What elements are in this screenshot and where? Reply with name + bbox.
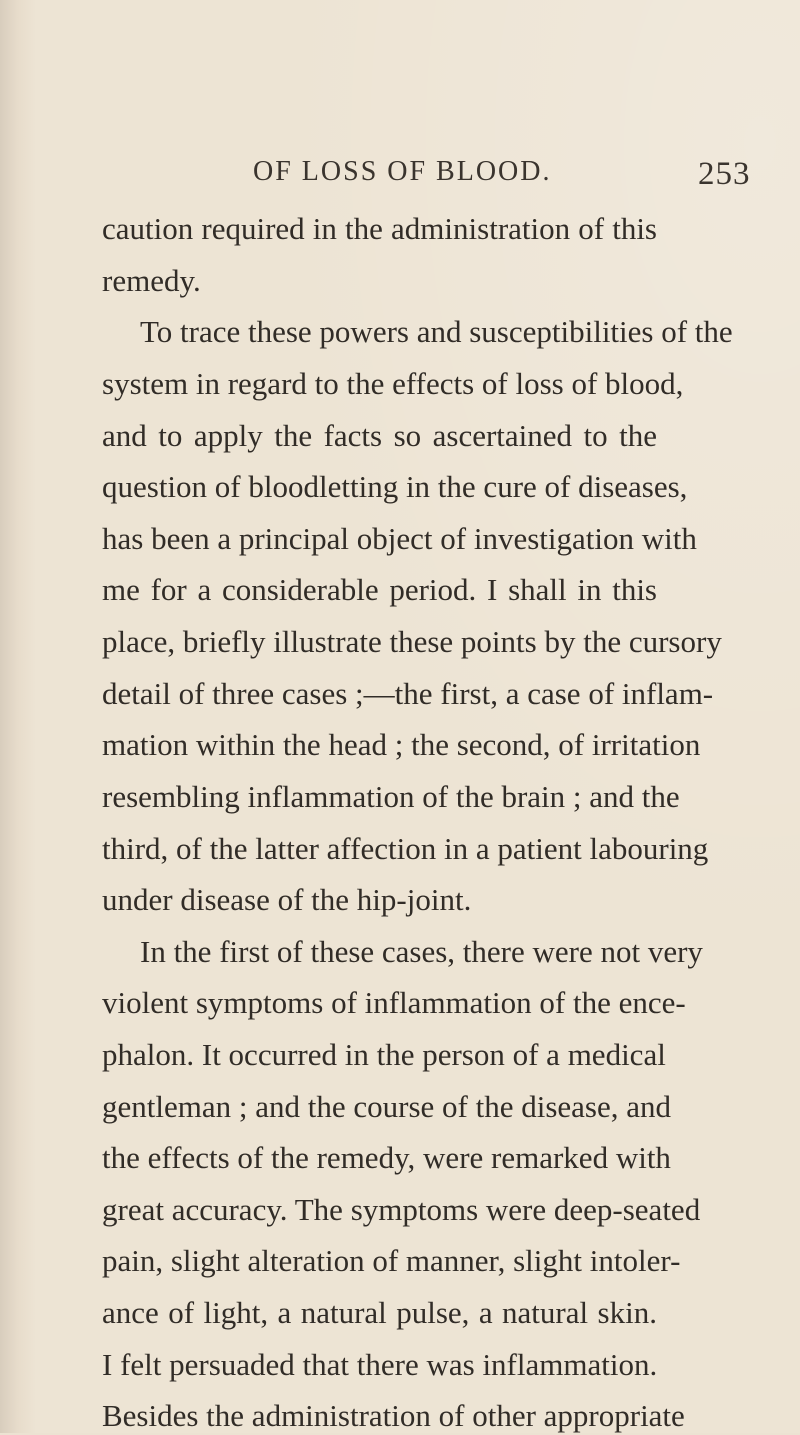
text-line: phalon. It occurred in the person of a medical [102,1037,666,1072]
text-line: great accuracy. The symptoms were deep-seated [102,1192,701,1227]
text-line: To trace these powers and susceptibilities of the [140,314,733,349]
page-number: 253 [698,156,751,192]
text-line: third, of the latter affection in a patient labouring [102,831,709,866]
text-line: me for a considerable period. I shall in this [102,572,657,607]
text-line: the effects of the remedy, were remarked with [102,1140,671,1175]
text-line: system in regard to the effects of loss of blood, [102,366,684,401]
text-line: Besides the administration of other appropriate [102,1398,685,1433]
text-line: I felt persuaded that there was inflammation. [102,1347,658,1382]
text-line: has been a principal object of investigation with [102,521,697,556]
text-line: resembling inflammation of the brain ; and the [102,779,680,814]
text-line: In the first of these cases, there were not very [140,934,703,969]
text-line: detail of three cases ;—the first, a case of inflam- [102,676,714,711]
text-line: caution required in the administration of this [102,211,657,246]
text-line: gentleman ; and the course of the disease, and [102,1089,671,1124]
text-line: question of bloodletting in the cure of diseases, [102,469,688,504]
text-line: remedy. [102,263,201,298]
running-title: OF LOSS OF BLOOD. [253,156,552,187]
text-line: ance of light, a natural pulse, a natural skin. [102,1295,657,1330]
text-line: mation within the head ; the second, of irritation [102,727,701,762]
text-line: pain, slight alteration of manner, slight intoler- [102,1243,681,1278]
text-line: place, briefly illustrate these points by the cursory [102,624,722,659]
text-line: under disease of the hip-joint. [102,882,472,917]
text-line: and to apply the facts so ascertained to the [102,418,657,453]
text-line: violent symptoms of inflammation of the ence- [102,985,686,1020]
